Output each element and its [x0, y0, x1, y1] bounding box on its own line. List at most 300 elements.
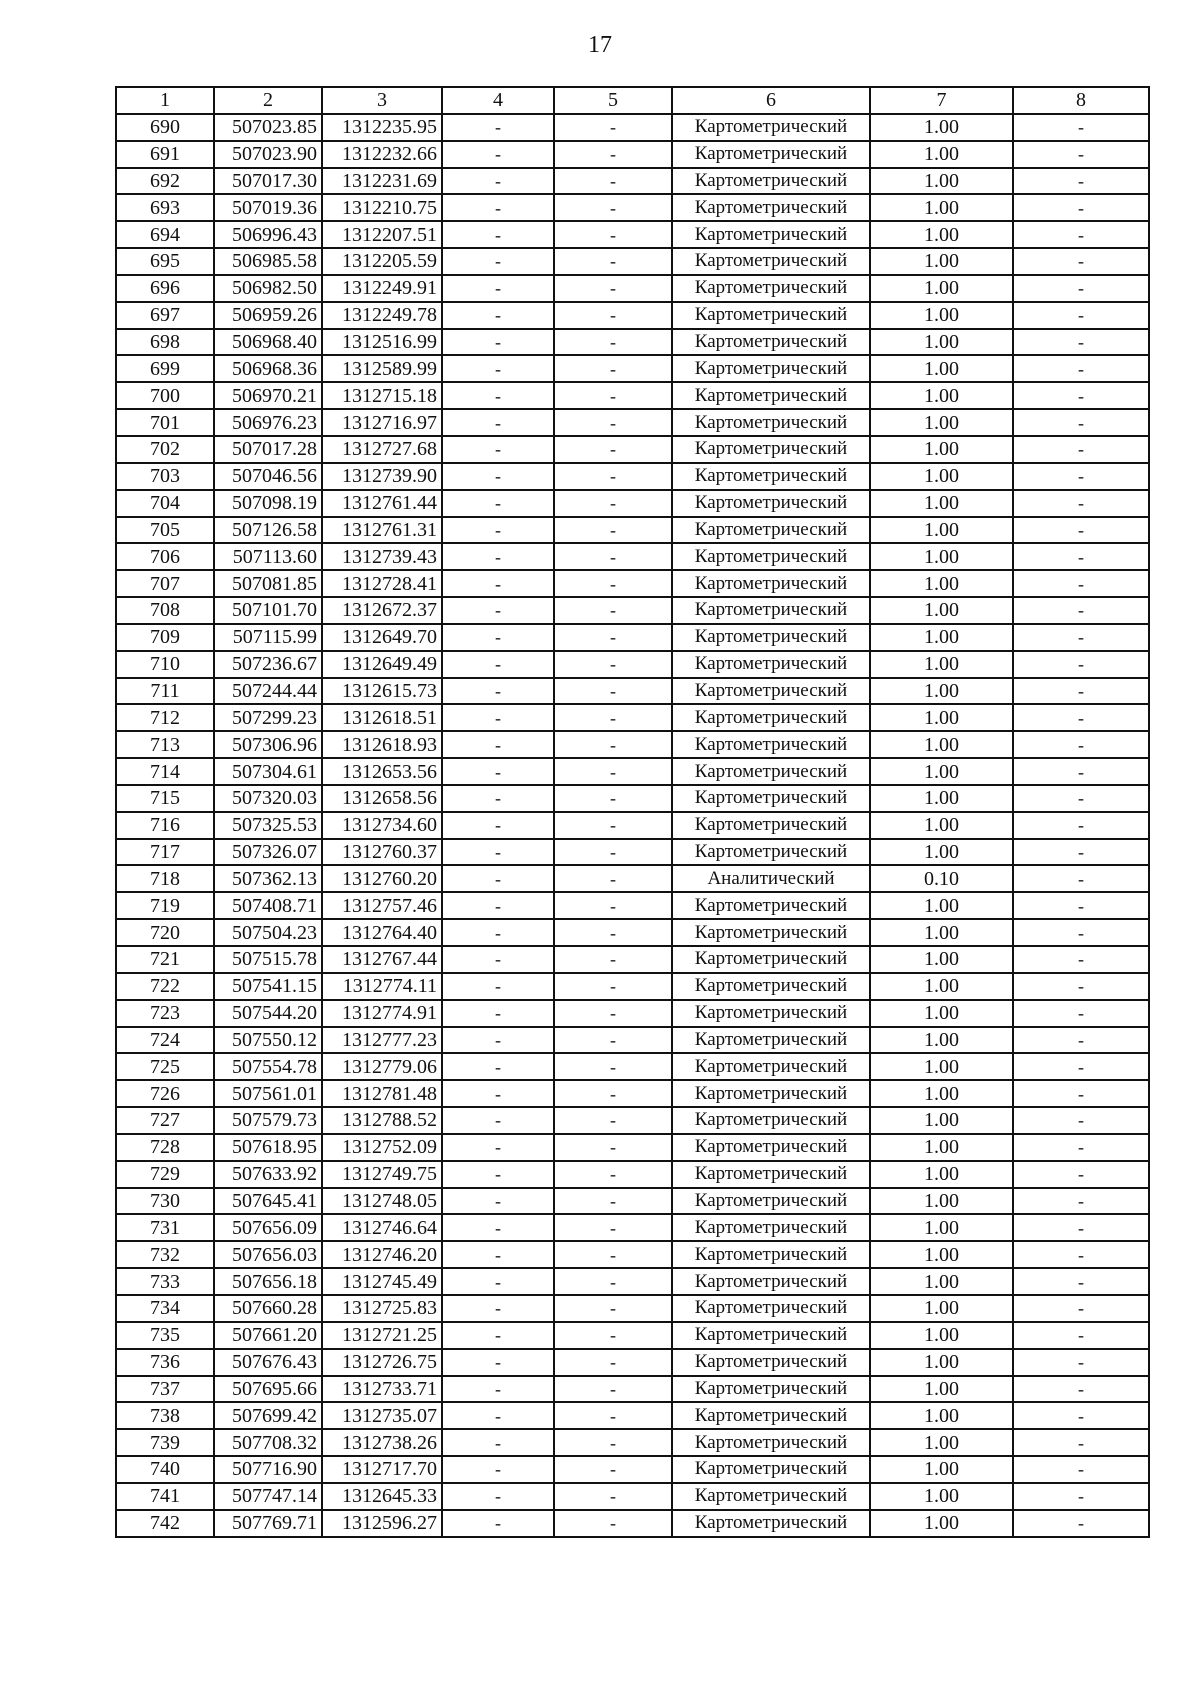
col4-cell: - [442, 302, 554, 329]
col8-cell: - [1013, 329, 1149, 356]
col8-cell: - [1013, 1027, 1149, 1054]
column-header: 5 [554, 87, 672, 114]
point-number-cell: 732 [116, 1241, 214, 1268]
col8-cell: - [1013, 865, 1149, 892]
method-cell: Картометрический [672, 570, 870, 597]
point-number-cell: 690 [116, 114, 214, 141]
col5-cell: - [554, 1295, 672, 1322]
col4-cell: - [442, 490, 554, 517]
method-cell: Картометрический [672, 1510, 870, 1537]
accuracy-cell: 0.10 [870, 865, 1013, 892]
table-row [116, 865, 1149, 892]
point-number-cell: 730 [116, 1188, 214, 1215]
y-coordinate-cell: 1312249.91 [322, 275, 442, 302]
point-number-cell: 726 [116, 1080, 214, 1107]
point-number-cell: 736 [116, 1349, 214, 1376]
table-row [116, 731, 1149, 758]
x-coordinate-cell: 507019.36 [214, 194, 322, 221]
y-coordinate-cell: 1312752.09 [322, 1134, 442, 1161]
col5-cell: - [554, 570, 672, 597]
col4-cell: - [442, 168, 554, 195]
col4-cell: - [442, 248, 554, 275]
method-cell: Картометрический [672, 704, 870, 731]
x-coordinate-cell: 506982.50 [214, 275, 322, 302]
method-cell: Аналитический [672, 865, 870, 892]
x-coordinate-cell: 507550.12 [214, 1027, 322, 1054]
accuracy-cell: 1.00 [870, 973, 1013, 1000]
table-row [116, 1080, 1149, 1107]
table-row [116, 1429, 1149, 1456]
col5-cell: - [554, 1349, 672, 1376]
accuracy-cell: 1.00 [870, 141, 1013, 168]
accuracy-cell: 1.00 [870, 1349, 1013, 1376]
table-row [116, 1107, 1149, 1134]
x-coordinate-cell: 507320.03 [214, 785, 322, 812]
col4-cell: - [442, 1107, 554, 1134]
col8-cell: - [1013, 919, 1149, 946]
accuracy-cell: 1.00 [870, 1053, 1013, 1080]
col8-cell: - [1013, 704, 1149, 731]
col5-cell: - [554, 839, 672, 866]
method-cell: Картометрический [672, 355, 870, 382]
method-cell: Картометрический [672, 329, 870, 356]
col8-cell: - [1013, 973, 1149, 1000]
col8-cell: - [1013, 1188, 1149, 1215]
accuracy-cell: 1.00 [870, 436, 1013, 463]
method-cell: Картометрический [672, 1053, 870, 1080]
col4-cell: - [442, 543, 554, 570]
method-cell: Картометрический [672, 275, 870, 302]
point-number-cell: 704 [116, 490, 214, 517]
col5-cell: - [554, 1376, 672, 1403]
x-coordinate-cell: 507554.78 [214, 1053, 322, 1080]
col5-cell: - [554, 704, 672, 731]
y-coordinate-cell: 1312739.43 [322, 543, 442, 570]
accuracy-cell: 1.00 [870, 302, 1013, 329]
accuracy-cell: 1.00 [870, 839, 1013, 866]
col5-cell: - [554, 543, 672, 570]
col8-cell: - [1013, 892, 1149, 919]
y-coordinate-cell: 1312207.51 [322, 221, 442, 248]
y-coordinate-cell: 1312774.11 [322, 973, 442, 1000]
method-cell: Картометрический [672, 1456, 870, 1483]
y-coordinate-cell: 1312725.83 [322, 1295, 442, 1322]
col5-cell: - [554, 678, 672, 705]
table-header-row [116, 87, 1149, 114]
x-coordinate-cell: 507656.09 [214, 1214, 322, 1241]
col5-cell: - [554, 1483, 672, 1510]
x-coordinate-cell: 506985.58 [214, 248, 322, 275]
method-cell: Картометрический [672, 946, 870, 973]
col8-cell: - [1013, 1376, 1149, 1403]
table-row [116, 946, 1149, 973]
point-number-cell: 694 [116, 221, 214, 248]
x-coordinate-cell: 507101.70 [214, 597, 322, 624]
column-header: 4 [442, 87, 554, 114]
y-coordinate-cell: 1312760.20 [322, 865, 442, 892]
table-row [116, 1322, 1149, 1349]
col4-cell: - [442, 1134, 554, 1161]
col5-cell: - [554, 517, 672, 544]
col4-cell: - [442, 892, 554, 919]
x-coordinate-cell: 507017.30 [214, 168, 322, 195]
table-row [116, 1241, 1149, 1268]
point-number-cell: 714 [116, 758, 214, 785]
x-coordinate-cell: 506968.36 [214, 355, 322, 382]
col4-cell: - [442, 651, 554, 678]
col5-cell: - [554, 758, 672, 785]
x-coordinate-cell: 507306.96 [214, 731, 322, 758]
table-row [116, 1161, 1149, 1188]
point-number-cell: 703 [116, 463, 214, 490]
point-number-cell: 733 [116, 1268, 214, 1295]
table-row [116, 1402, 1149, 1429]
point-number-cell: 720 [116, 919, 214, 946]
col4-cell: - [442, 758, 554, 785]
point-number-cell: 709 [116, 624, 214, 651]
col5-cell: - [554, 302, 672, 329]
y-coordinate-cell: 1312649.70 [322, 624, 442, 651]
point-number-cell: 731 [116, 1214, 214, 1241]
col4-cell: - [442, 678, 554, 705]
method-cell: Картометрический [672, 1268, 870, 1295]
table-row [116, 248, 1149, 275]
accuracy-cell: 1.00 [870, 517, 1013, 544]
point-number-cell: 710 [116, 651, 214, 678]
col4-cell: - [442, 1027, 554, 1054]
x-coordinate-cell: 507408.71 [214, 892, 322, 919]
table-row [116, 704, 1149, 731]
accuracy-cell: 1.00 [870, 1376, 1013, 1403]
y-coordinate-cell: 1312653.56 [322, 758, 442, 785]
method-cell: Картометрический [672, 114, 870, 141]
method-cell: Картометрический [672, 221, 870, 248]
col5-cell: - [554, 490, 672, 517]
method-cell: Картометрический [672, 651, 870, 678]
accuracy-cell: 1.00 [870, 355, 1013, 382]
accuracy-cell: 1.00 [870, 758, 1013, 785]
x-coordinate-cell: 507236.67 [214, 651, 322, 678]
x-coordinate-cell: 507081.85 [214, 570, 322, 597]
x-coordinate-cell: 506968.40 [214, 329, 322, 356]
x-coordinate-cell: 507544.20 [214, 1000, 322, 1027]
col8-cell: - [1013, 812, 1149, 839]
col5-cell: - [554, 1322, 672, 1349]
table-row [116, 168, 1149, 195]
col8-cell: - [1013, 382, 1149, 409]
point-number-cell: 725 [116, 1053, 214, 1080]
accuracy-cell: 1.00 [870, 543, 1013, 570]
accuracy-cell: 1.00 [870, 1241, 1013, 1268]
table-row [116, 1456, 1149, 1483]
table-row [116, 1376, 1149, 1403]
col5-cell: - [554, 1214, 672, 1241]
method-cell: Картометрический [672, 1429, 870, 1456]
table-row [116, 463, 1149, 490]
y-coordinate-cell: 1312232.66 [322, 141, 442, 168]
x-coordinate-cell: 507504.23 [214, 919, 322, 946]
y-coordinate-cell: 1312733.71 [322, 1376, 442, 1403]
point-number-cell: 701 [116, 409, 214, 436]
col8-cell: - [1013, 1429, 1149, 1456]
col4-cell: - [442, 463, 554, 490]
col4-cell: - [442, 517, 554, 544]
point-number-cell: 716 [116, 812, 214, 839]
x-coordinate-cell: 507299.23 [214, 704, 322, 731]
table-row [116, 812, 1149, 839]
col8-cell: - [1013, 355, 1149, 382]
accuracy-cell: 1.00 [870, 1080, 1013, 1107]
col8-cell: - [1013, 1295, 1149, 1322]
col5-cell: - [554, 892, 672, 919]
method-cell: Картометрический [672, 758, 870, 785]
table-row [116, 1349, 1149, 1376]
col5-cell: - [554, 651, 672, 678]
y-coordinate-cell: 1312735.07 [322, 1402, 442, 1429]
col8-cell: - [1013, 1134, 1149, 1161]
col5-cell: - [554, 1510, 672, 1537]
y-coordinate-cell: 1312727.68 [322, 436, 442, 463]
method-cell: Картометрический [672, 1295, 870, 1322]
point-number-cell: 698 [116, 329, 214, 356]
col5-cell: - [554, 865, 672, 892]
table-row [116, 1295, 1149, 1322]
y-coordinate-cell: 1312757.46 [322, 892, 442, 919]
method-cell: Картометрический [672, 1402, 870, 1429]
col4-cell: - [442, 570, 554, 597]
col4-cell: - [442, 1161, 554, 1188]
method-cell: Картометрический [672, 678, 870, 705]
col8-cell: - [1013, 436, 1149, 463]
y-coordinate-cell: 1312761.31 [322, 517, 442, 544]
col4-cell: - [442, 1429, 554, 1456]
point-number-cell: 699 [116, 355, 214, 382]
method-cell: Картометрический [672, 1107, 870, 1134]
col8-cell: - [1013, 1080, 1149, 1107]
method-cell: Картометрический [672, 919, 870, 946]
x-coordinate-cell: 507244.44 [214, 678, 322, 705]
accuracy-cell: 1.00 [870, 382, 1013, 409]
x-coordinate-cell: 507699.42 [214, 1402, 322, 1429]
col5-cell: - [554, 624, 672, 651]
col8-cell: - [1013, 543, 1149, 570]
x-coordinate-cell: 507561.01 [214, 1080, 322, 1107]
x-coordinate-cell: 506970.21 [214, 382, 322, 409]
accuracy-cell: 1.00 [870, 168, 1013, 195]
col8-cell: - [1013, 1349, 1149, 1376]
col4-cell: - [442, 329, 554, 356]
col5-cell: - [554, 1429, 672, 1456]
y-coordinate-cell: 1312728.41 [322, 570, 442, 597]
table-row [116, 973, 1149, 1000]
method-cell: Картометрический [672, 1000, 870, 1027]
accuracy-cell: 1.00 [870, 1027, 1013, 1054]
x-coordinate-cell: 507326.07 [214, 839, 322, 866]
column-header: 7 [870, 87, 1013, 114]
table-row [116, 194, 1149, 221]
accuracy-cell: 1.00 [870, 731, 1013, 758]
accuracy-cell: 1.00 [870, 946, 1013, 973]
x-coordinate-cell: 507541.15 [214, 973, 322, 1000]
col4-cell: - [442, 1188, 554, 1215]
col8-cell: - [1013, 1402, 1149, 1429]
table-row [116, 1134, 1149, 1161]
table-row [116, 839, 1149, 866]
y-coordinate-cell: 1312764.40 [322, 919, 442, 946]
col5-cell: - [554, 1456, 672, 1483]
x-coordinate-cell: 506996.43 [214, 221, 322, 248]
point-number-cell: 697 [116, 302, 214, 329]
x-coordinate-cell: 506976.23 [214, 409, 322, 436]
col4-cell: - [442, 839, 554, 866]
col4-cell: - [442, 1456, 554, 1483]
point-number-cell: 719 [116, 892, 214, 919]
method-cell: Картометрический [672, 731, 870, 758]
col4-cell: - [442, 1241, 554, 1268]
x-coordinate-cell: 507645.41 [214, 1188, 322, 1215]
x-coordinate-cell: 507660.28 [214, 1295, 322, 1322]
col8-cell: - [1013, 141, 1149, 168]
y-coordinate-cell: 1312746.20 [322, 1241, 442, 1268]
method-cell: Картометрический [672, 1241, 870, 1268]
method-cell: Картометрический [672, 436, 870, 463]
col8-cell: - [1013, 194, 1149, 221]
accuracy-cell: 1.00 [870, 1456, 1013, 1483]
col8-cell: - [1013, 678, 1149, 705]
point-number-cell: 742 [116, 1510, 214, 1537]
x-coordinate-cell: 507769.71 [214, 1510, 322, 1537]
x-coordinate-cell: 507304.61 [214, 758, 322, 785]
col4-cell: - [442, 1322, 554, 1349]
col4-cell: - [442, 1080, 554, 1107]
col4-cell: - [442, 704, 554, 731]
col8-cell: - [1013, 1510, 1149, 1537]
col4-cell: - [442, 382, 554, 409]
accuracy-cell: 1.00 [870, 275, 1013, 302]
accuracy-cell: 1.00 [870, 329, 1013, 356]
col5-cell: - [554, 1188, 672, 1215]
col4-cell: - [442, 355, 554, 382]
table-row [116, 758, 1149, 785]
y-coordinate-cell: 1312235.95 [322, 114, 442, 141]
x-coordinate-cell: 507362.13 [214, 865, 322, 892]
method-cell: Картометрический [672, 409, 870, 436]
col5-cell: - [554, 248, 672, 275]
point-number-cell: 696 [116, 275, 214, 302]
y-coordinate-cell: 1312672.37 [322, 597, 442, 624]
table-row [116, 302, 1149, 329]
y-coordinate-cell: 1312748.05 [322, 1188, 442, 1215]
col4-cell: - [442, 1214, 554, 1241]
accuracy-cell: 1.00 [870, 1510, 1013, 1537]
y-coordinate-cell: 1312779.06 [322, 1053, 442, 1080]
point-number-cell: 693 [116, 194, 214, 221]
point-number-cell: 737 [116, 1376, 214, 1403]
point-number-cell: 734 [116, 1295, 214, 1322]
column-header: 6 [672, 87, 870, 114]
col8-cell: - [1013, 839, 1149, 866]
col8-cell: - [1013, 517, 1149, 544]
point-number-cell: 724 [116, 1027, 214, 1054]
y-coordinate-cell: 1312746.64 [322, 1214, 442, 1241]
x-coordinate-cell: 507661.20 [214, 1322, 322, 1349]
table-row [116, 275, 1149, 302]
accuracy-cell: 1.00 [870, 570, 1013, 597]
y-coordinate-cell: 1312734.60 [322, 812, 442, 839]
col4-cell: - [442, 436, 554, 463]
method-cell: Картометрический [672, 1322, 870, 1349]
y-coordinate-cell: 1312761.44 [322, 490, 442, 517]
y-coordinate-cell: 1312618.93 [322, 731, 442, 758]
col4-cell: - [442, 865, 554, 892]
col5-cell: - [554, 973, 672, 1000]
accuracy-cell: 1.00 [870, 248, 1013, 275]
x-coordinate-cell: 507656.18 [214, 1268, 322, 1295]
col4-cell: - [442, 731, 554, 758]
page-number: 17 [588, 32, 612, 58]
y-coordinate-cell: 1312774.91 [322, 1000, 442, 1027]
point-number-cell: 722 [116, 973, 214, 1000]
table-row [116, 678, 1149, 705]
method-cell: Картометрический [672, 1349, 870, 1376]
point-number-cell: 735 [116, 1322, 214, 1349]
x-coordinate-cell: 507633.92 [214, 1161, 322, 1188]
col8-cell: - [1013, 1483, 1149, 1510]
col8-cell: - [1013, 463, 1149, 490]
table-row [116, 651, 1149, 678]
y-coordinate-cell: 1312726.75 [322, 1349, 442, 1376]
col5-cell: - [554, 785, 672, 812]
x-coordinate-cell: 507098.19 [214, 490, 322, 517]
point-number-cell: 708 [116, 597, 214, 624]
y-coordinate-cell: 1312760.37 [322, 839, 442, 866]
accuracy-cell: 1.00 [870, 114, 1013, 141]
table-row [116, 1027, 1149, 1054]
col8-cell: - [1013, 785, 1149, 812]
col4-cell: - [442, 221, 554, 248]
col8-cell: - [1013, 758, 1149, 785]
col8-cell: - [1013, 597, 1149, 624]
accuracy-cell: 1.00 [870, 1107, 1013, 1134]
col4-cell: - [442, 1053, 554, 1080]
col5-cell: - [554, 463, 672, 490]
table-row [116, 221, 1149, 248]
y-coordinate-cell: 1312739.90 [322, 463, 442, 490]
table-row [116, 382, 1149, 409]
col8-cell: - [1013, 221, 1149, 248]
table-row [116, 490, 1149, 517]
accuracy-cell: 1.00 [870, 1295, 1013, 1322]
col4-cell: - [442, 812, 554, 839]
method-cell: Картометрический [672, 543, 870, 570]
col8-cell: - [1013, 168, 1149, 195]
accuracy-cell: 1.00 [870, 221, 1013, 248]
accuracy-cell: 1.00 [870, 597, 1013, 624]
col4-cell: - [442, 141, 554, 168]
accuracy-cell: 1.00 [870, 892, 1013, 919]
point-number-cell: 741 [116, 1483, 214, 1510]
col4-cell: - [442, 1510, 554, 1537]
x-coordinate-cell: 507708.32 [214, 1429, 322, 1456]
method-cell: Картометрический [672, 1027, 870, 1054]
point-number-cell: 702 [116, 436, 214, 463]
col5-cell: - [554, 731, 672, 758]
col8-cell: - [1013, 248, 1149, 275]
accuracy-cell: 1.00 [870, 1429, 1013, 1456]
y-coordinate-cell: 1312788.52 [322, 1107, 442, 1134]
col5-cell: - [554, 1080, 672, 1107]
col8-cell: - [1013, 302, 1149, 329]
